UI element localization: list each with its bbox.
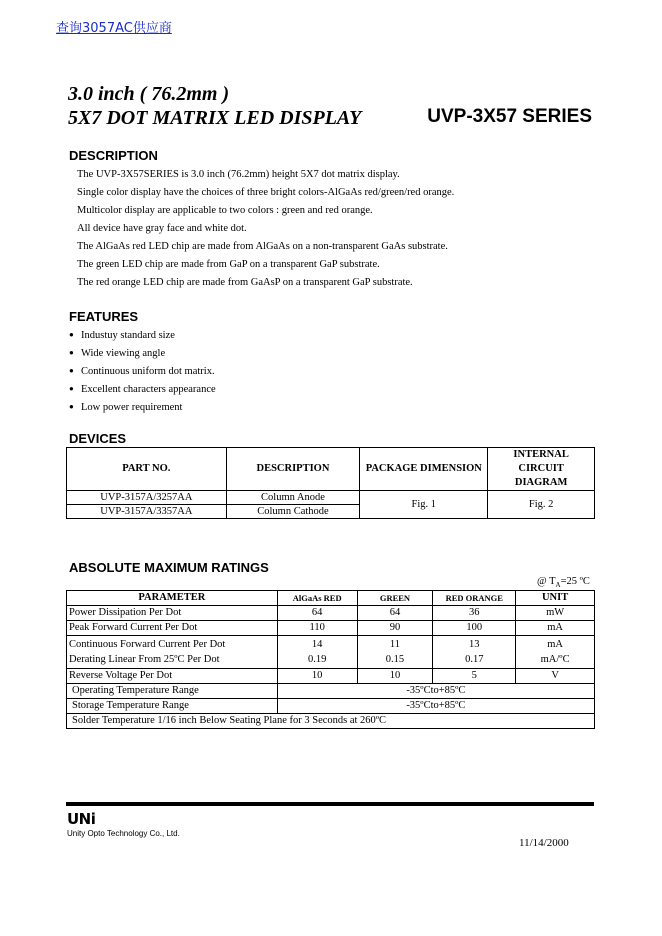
ratings-heading: ABSOLUTE MAXIMUM RATINGS bbox=[69, 560, 269, 575]
series-title: UVP-3X57 SERIES bbox=[427, 106, 592, 127]
table-row: Peak Forward Current Per Dot 110 90 100 mA bbox=[67, 621, 595, 636]
ratings-table bbox=[66, 590, 595, 729]
devices-heading: DEVICES bbox=[69, 431, 127, 446]
description-heading: DESCRIPTION bbox=[69, 148, 158, 163]
list-item: ● Wide viewing angle bbox=[69, 345, 216, 363]
part-description: Column Cathode bbox=[226, 505, 360, 519]
bullet-icon: ● bbox=[69, 348, 74, 357]
table-row: Operating Temperature Range -35ºCto+85ºC bbox=[67, 684, 595, 699]
table-row: Continuous Forward Current Per Dot Derating Linear From 25ºC Per Dot 14 0.19 11 0.15 13 0.17 mA mA/ºC bbox=[67, 636, 595, 669]
features-list bbox=[69, 327, 216, 417]
header-red-orange: RED ORANGE bbox=[433, 591, 516, 606]
bullet-icon: ● bbox=[69, 384, 74, 393]
description-line: The AlGaAs red LED chip are made from AlGaAs on a non-transparent GaAs substrate. bbox=[77, 241, 448, 252]
company-logo: UNi bbox=[67, 810, 96, 828]
ambient-temperature-note: @ $T_A=25$ ºC bbox=[537, 576, 590, 590]
list-item: ● Continuous uniform dot matrix. bbox=[69, 363, 216, 381]
description-line: The green LED chip are made from GaP on a transparent GaP substrate. bbox=[77, 259, 380, 270]
description-line: The red orange LED chip are made from GaAsP on a transparent GaP substrate. bbox=[77, 277, 413, 288]
features-heading: FEATURES bbox=[69, 309, 139, 324]
part-number: UVP-3157A/3357AA bbox=[67, 505, 227, 519]
part-description: Column Anode bbox=[226, 491, 360, 505]
table-row: Power Dissipation Per Dot 64 64 36 mW bbox=[67, 606, 595, 621]
header-parameter: PARAMETER bbox=[67, 591, 278, 606]
description-line: Single color display have the choices of three bright colors-AlGaAs red/green/red orange. bbox=[77, 187, 455, 198]
supplier-link[interactable]: 查询3057AC供应商 bbox=[56, 21, 172, 36]
bullet-icon: ● bbox=[69, 366, 74, 375]
table-header-row bbox=[67, 448, 595, 491]
list-item: ● Excellent characters appearance bbox=[69, 381, 216, 399]
part-number: UVP-3157A/3257AA bbox=[67, 491, 227, 505]
header-unit: UNIT bbox=[516, 591, 595, 606]
circuit-diagram: Fig. 2 bbox=[488, 491, 595, 519]
description-text bbox=[77, 166, 617, 292]
table-row: Reverse Voltage Per Dot 10 10 5 V bbox=[67, 669, 595, 684]
table-row: Storage Temperature Range -35ºCto+85ºC bbox=[67, 699, 595, 714]
header-algaas-red: AlGaAs RED bbox=[277, 591, 357, 606]
header-package-dimension: PACKAGE DIMENSION bbox=[360, 448, 488, 491]
header-internal-circuit-diagram: INTERNAL CIRCUIT DIAGRAM bbox=[488, 448, 595, 491]
package-dimension: Fig. 1 bbox=[360, 491, 488, 519]
footer-divider bbox=[66, 802, 594, 806]
table-header-row bbox=[67, 591, 595, 606]
list-item: ● Industuy standard size bbox=[69, 327, 216, 345]
list-item: ● Low power requirement bbox=[69, 399, 216, 417]
bullet-icon: ● bbox=[69, 330, 74, 339]
table-row: Solder Temperature 1/16 inch Below Seating Plane for 3 Seconds at 260ºC bbox=[67, 714, 595, 729]
header-green: GREEN bbox=[357, 591, 433, 606]
title-line-1: 3.0 inch ( 76.2mm ) bbox=[68, 83, 230, 105]
header-description: DESCRIPTION bbox=[226, 448, 360, 491]
description-line: The UVP-3X57SERIES is 3.0 inch (76.2mm) height 5X7 dot matrix display. bbox=[77, 169, 400, 180]
header-part-no: PART NO. bbox=[67, 448, 227, 491]
table-row bbox=[67, 491, 595, 505]
devices-table bbox=[66, 447, 595, 519]
description-line: Multicolor display are applicable to two colors : green and red orange. bbox=[77, 205, 373, 216]
title-line-2: 5X7 DOT MATRIX LED DISPLAY bbox=[68, 107, 362, 129]
bullet-icon: ● bbox=[69, 402, 74, 411]
document-date: 11/14/2000 bbox=[519, 837, 569, 849]
description-line: All device have gray face and white dot. bbox=[77, 223, 247, 234]
company-name: Unity Opto Technology Co., Ltd. bbox=[67, 829, 180, 838]
